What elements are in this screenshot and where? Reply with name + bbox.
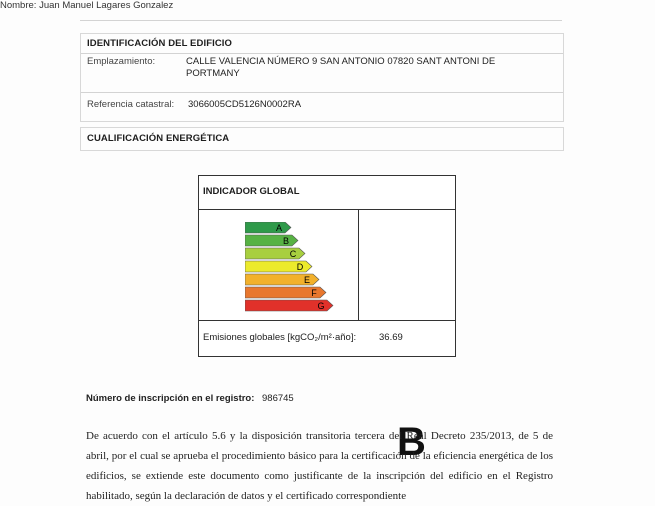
divider	[199, 209, 455, 210]
owner-label: Nombre:	[0, 0, 37, 11]
energy-grade-letter: B	[397, 420, 426, 464]
energy-class-letter-e: E	[303, 275, 311, 285]
owner-name: Juan Manuel Lagares Gonzalez	[39, 0, 174, 11]
energy-class-letter-g: G	[317, 301, 325, 311]
divider	[81, 53, 563, 54]
location-value-line1: CALLE VALENCIA NÚMERO 9 SAN ANTONIO 07820 SANT ANTONI DE	[186, 56, 496, 67]
divider	[80, 20, 562, 21]
energy-class-arrow-a	[245, 222, 291, 233]
emissions-label: Emisiones globales [kgCO₂/m²·año]:	[203, 332, 357, 343]
indicator-title: INDICADOR GLOBAL	[203, 186, 300, 197]
energy-class-letter-f: F	[311, 288, 317, 298]
cadastral-value: 3066005CD5126N0002RA	[188, 99, 302, 110]
location-value-line2: PORTMANY	[186, 68, 240, 79]
divider	[199, 320, 455, 321]
registry-number-label: Número de inscripción en el registro:	[86, 393, 255, 404]
energy-class-letter-a: A	[275, 223, 283, 233]
location-label: Emplazamiento:	[87, 56, 156, 67]
energy-scale-arrows	[245, 222, 345, 314]
divider	[81, 92, 563, 93]
energy-qualification-section	[80, 127, 564, 151]
energy-class-letter-d: D	[296, 262, 304, 272]
registry-number-value: 986745	[262, 393, 294, 404]
divider	[358, 210, 359, 320]
energy-class-letter-c: C	[289, 249, 297, 259]
building-identification-section	[80, 33, 564, 122]
owner-line	[0, 0, 655, 11]
qualification-title: CUALIFICACIÓN ENERGÉTICA	[87, 133, 230, 144]
cadastral-label: Referencia catastral:	[87, 99, 175, 110]
energy-class-letter-b: B	[282, 236, 290, 246]
energy-class-arrow-b	[245, 235, 298, 246]
emissions-value: 36.69	[379, 332, 403, 343]
legal-paragraph: De acuerdo con el artículo 5.6 y la disposición transitoria tercera del Real Decreto 235/2013, de 5 de abril, por el cual se aprueba el procedimiento básico para la certificación de la eficiencia energética de los edificios, se extiende este documento como justificante de la inscripción del edificio en el Registro habilitado, según la declaración de datos y el certificado correspondiente	[86, 430, 553, 502]
building-section-title: IDENTIFICACIÓN DEL EDIFICIO	[87, 38, 233, 49]
